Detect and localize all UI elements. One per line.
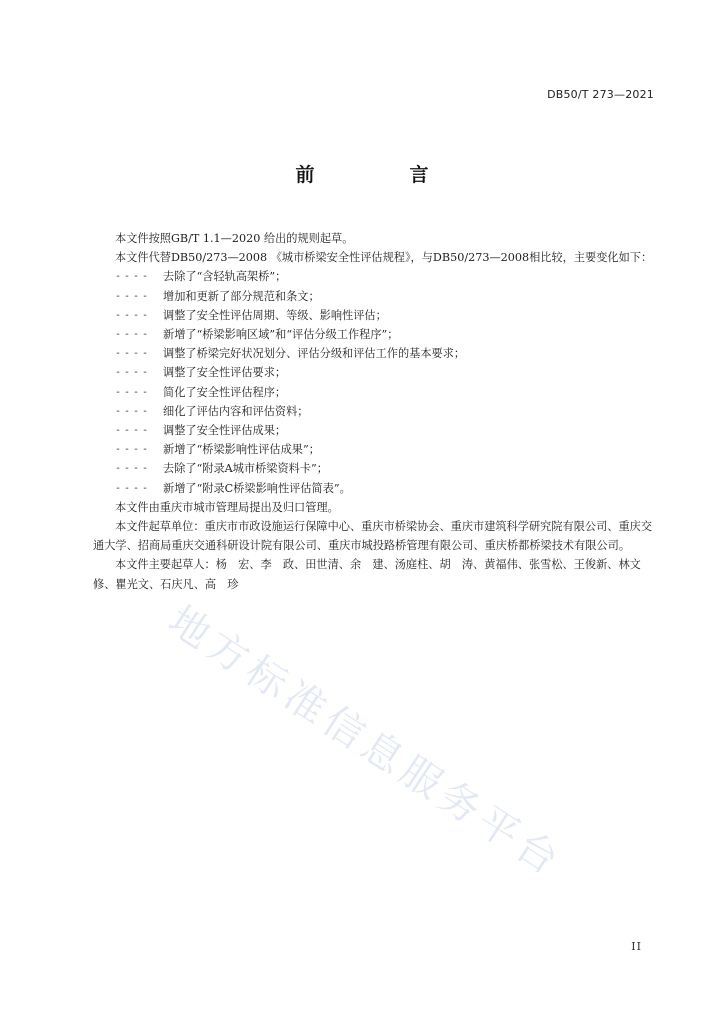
paragraph-drafters: 本文件主要起草人：杨 宏、李 政、田世清、余 建、汤庭柱、胡 涛、黄福伟、张雪松、王俊新、林文修、瞿光文、石庆凡、高 珍 [93,558,641,591]
dash-marker: ---- [115,290,152,302]
paragraph-drafting-rule: 本文件按照GB/T 1.1—2020 给出的规则起草。 [115,232,354,245]
dash-marker: ---- [115,348,152,360]
changes-list [93,267,658,497]
list-item [93,383,658,402]
list-item [93,402,658,421]
dash-marker: ---- [115,425,152,437]
dash-marker: ---- [115,463,152,475]
list-item-text: 新增了“附录C桥梁影响性评估简表”。 [163,481,351,495]
dash-marker: ---- [115,482,152,494]
dash-marker: ---- [115,271,152,283]
page-number: II [631,940,642,953]
list-item [93,287,658,306]
dash-marker: ---- [115,386,152,398]
dash-marker: ---- [115,444,152,456]
page-title: 前 言 [295,164,467,186]
document-code: DB50/T 273—2021 [547,88,654,101]
list-item [93,344,658,363]
list-item-text: 去除了“附录A城市桥梁资料卡”； [163,462,328,476]
list-item-text: 调整了安全性评估周期、等级、影响性评估； [163,308,387,322]
list-item-text: 调整了安全性评估要求； [163,366,287,380]
list-item [93,459,658,478]
document-body [93,229,658,594]
list-item [93,306,658,325]
list-item [93,325,658,344]
dash-marker: ---- [115,367,152,379]
list-item-text: 新增了“桥梁影响区域”和“评估分级工作程序”； [163,328,399,342]
dash-marker: ---- [115,405,152,417]
list-item [93,421,658,440]
paragraph-replacement: 本文件代替DB50/273—2008 《城市桥梁安全性评估规程》，与DB50/273—2008相比较，主要变化如下： [115,251,653,265]
list-item [93,479,658,498]
list-item-text: 去除了“含轻轨高架桥”； [163,270,287,284]
list-item-text: 新增了“桥梁影响性评估成果”； [163,443,320,457]
dash-marker: ---- [115,329,152,341]
dash-marker: ---- [115,309,152,321]
list-item-text: 调整了安全性评估成果； [163,424,287,438]
paragraph-proposer: 本文件由重庆市城市管理局提出及归口管理。 [115,500,339,514]
list-item-text: 细化了评估内容和评估资料； [163,404,309,418]
list-item [93,267,658,286]
list-item [93,440,658,459]
paragraph-drafting-units: 本文件起草单位：重庆市市政设施运行保障中心、重庆市桥梁协会、重庆市建筑科学研究院有限公司、重庆交通大学、招商局重庆交通科研设计院有限公司、重庆市城投路桥管理有限公司、重庆桥都桥梁技术有限公司。 [93,520,653,553]
list-item-text: 调整了桥梁完好状况划分、评估分级和评估工作的基本要求； [163,347,466,361]
list-item-text: 增加和更新了部分规范和条文； [163,289,320,303]
list-item [93,363,658,382]
watermark: 地方标准信息服务平台 [160,597,571,887]
list-item-text: 简化了安全性评估程序； [163,385,287,399]
